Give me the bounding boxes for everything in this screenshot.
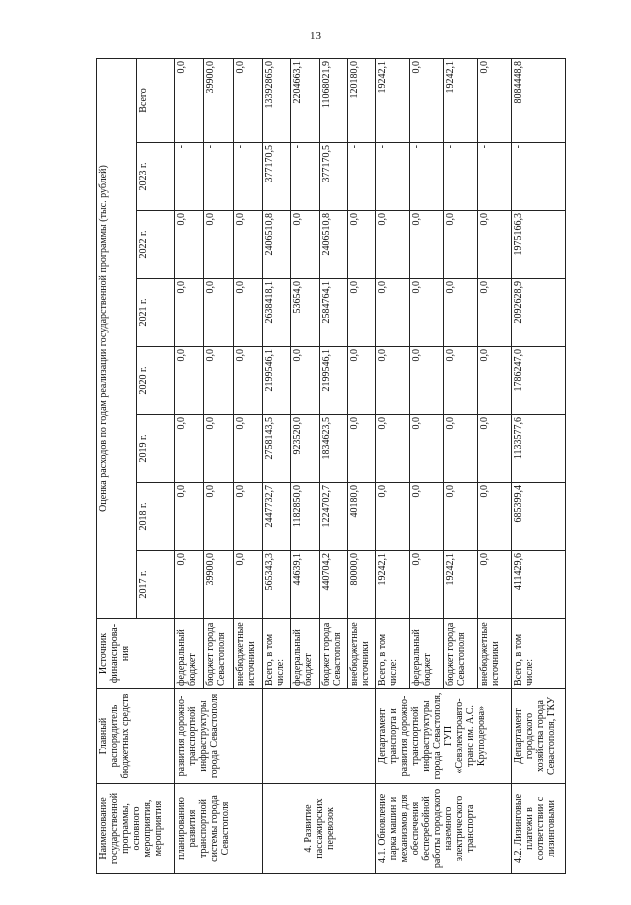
value-cell: 2406510,8 [319,211,347,279]
value-cell: - [175,143,204,211]
value-cell: 2638418,1 [263,279,291,347]
total-cell: 120180,0 [347,59,375,143]
value-cell: 19242,1 [376,551,410,619]
value-cell: 0,0 [291,347,319,415]
value-cell: - [443,143,477,211]
manager-cell: Департамент городского хозяйства города Севастополя, ГКУ [511,689,565,784]
budget-table [96,58,566,874]
header-source: Источник финансирова-ния [97,619,175,689]
source-cell: Всего, в том числе: [511,619,565,689]
value-cell: 0,0 [175,551,204,619]
source-cell: федеральный бюджет [291,619,319,689]
value-cell: 0,0 [204,415,233,483]
source-cell: Всего, в том числе: [376,619,410,689]
header-year: 2018 г. [137,483,175,551]
value-cell: - [204,143,233,211]
header-year: 2017 г. [137,551,175,619]
value-cell: 0,0 [233,347,262,415]
total-cell: 19242,1 [443,59,477,143]
value-cell: 2092628,9 [511,279,565,347]
program-name-cell: 4. Развитие пассажирских перевозок [263,784,376,874]
source-cell: бюджет города Севастополя [319,619,347,689]
value-cell: 0,0 [376,279,410,347]
header-year: 2019 г. [137,415,175,483]
manager-cell: развития дорожно-транспортной инфраструктуры города Севастополя [175,689,263,784]
value-cell: - [233,143,262,211]
value-cell: 0,0 [233,483,262,551]
program-name-cell: 4.2. Лизинговые платежи в соответствии с лизинговыми [511,784,565,874]
value-cell: 53654,0 [291,279,319,347]
value-cell: 0,0 [233,551,262,619]
value-cell: 0,0 [376,483,410,551]
value-cell: 0,0 [204,347,233,415]
value-cell: 0,0 [477,551,511,619]
value-cell: 80000,0 [347,551,375,619]
total-cell: 2204663,1 [291,59,319,143]
value-cell: 0,0 [477,347,511,415]
value-cell: 0,0 [204,483,233,551]
value-cell: 0,0 [410,483,444,551]
value-cell: 0,0 [175,211,204,279]
total-cell: 19242,1 [376,59,410,143]
value-cell: 440704,2 [319,551,347,619]
source-cell: федеральный бюджет [410,619,444,689]
value-cell: 0,0 [291,211,319,279]
header-year: 2023 г. [137,143,175,211]
source-cell: внебюджетные источники [233,619,262,689]
value-cell: 0,0 [347,415,375,483]
value-cell: - [511,143,565,211]
value-cell: 2447732,7 [263,483,291,551]
value-cell: 2406510,8 [263,211,291,279]
program-name-cell: планированию развития транспортной системы города Севастополя [175,784,263,874]
value-cell: 1786247,0 [511,347,565,415]
value-cell: 0,0 [443,347,477,415]
value-cell: 0,0 [410,279,444,347]
value-cell: 0,0 [204,211,233,279]
manager-cell: Департамент транспорта и развития дорожно-транспортной инфраструктуры города Севастополя, ГУП «Севэлектроавто-транс им. А.С. Круподерова» [376,689,512,784]
value-cell: 0,0 [233,279,262,347]
value-cell: 2199546,1 [319,347,347,415]
total-cell: 0,0 [477,59,511,143]
value-cell: - [347,143,375,211]
value-cell: 19242,1 [443,551,477,619]
total-cell: 0,0 [175,59,204,143]
value-cell: 0,0 [204,279,233,347]
source-cell: бюджет города Севастополя [204,619,233,689]
value-cell: 0,0 [233,415,262,483]
value-cell: 0,0 [443,415,477,483]
total-cell: 0,0 [410,59,444,143]
value-cell: 0,0 [347,279,375,347]
value-cell: 0,0 [477,279,511,347]
value-cell: - [376,143,410,211]
value-cell: 0,0 [175,347,204,415]
value-cell: 0,0 [347,347,375,415]
value-cell: - [477,143,511,211]
value-cell: 44639,1 [291,551,319,619]
value-cell: 0,0 [410,415,444,483]
value-cell: 411429,6 [511,551,565,619]
header-program-name: Наименование государственной программы, основного мероприятия, мероприятия [97,784,175,874]
value-cell: 377170,5 [263,143,291,211]
value-cell: - [291,143,319,211]
program-name-cell: 4.1. Обновление парка машин и механизмов для обеспечения бесперебойной работы городского наземного электрического транспорта [376,784,512,874]
value-cell: 0,0 [443,483,477,551]
value-cell: 0,0 [175,483,204,551]
rotated-table-wrapper [96,59,566,874]
value-cell: 0,0 [410,551,444,619]
value-cell: - [410,143,444,211]
total-cell: 13392865,0 [263,59,291,143]
page-number: 13 [310,30,321,42]
source-cell: Всего, в том числе: [263,619,291,689]
header-year: 2020 г. [137,347,175,415]
value-cell: 0,0 [477,415,511,483]
value-cell: 39900,0 [204,551,233,619]
value-cell: 2584764,1 [319,279,347,347]
value-cell: 0,0 [175,415,204,483]
value-cell: 1834623,5 [319,415,347,483]
value-cell: 685399,4 [511,483,565,551]
source-cell: внебюджетные источники [477,619,511,689]
source-cell: федеральный бюджет [175,619,204,689]
manager-cell [263,689,376,784]
value-cell: 0,0 [233,211,262,279]
value-cell: 1975166,3 [511,211,565,279]
value-cell: 0,0 [175,279,204,347]
value-cell: 2199546,1 [263,347,291,415]
value-cell: 1133577,6 [511,415,565,483]
total-cell: 8084448,8 [511,59,565,143]
value-cell: 0,0 [477,483,511,551]
total-cell: 0,0 [233,59,262,143]
value-cell: 0,0 [443,211,477,279]
value-cell: 565343,3 [263,551,291,619]
header-manager: Главный распорядитель бюджетных средств [97,689,175,784]
value-cell: 0,0 [410,347,444,415]
header-year: 2021 г. [137,279,175,347]
value-cell: 0,0 [376,211,410,279]
value-cell: 0,0 [347,211,375,279]
value-cell: 0,0 [376,415,410,483]
value-cell: 0,0 [410,211,444,279]
value-cell: 1224702,7 [319,483,347,551]
value-cell: 377170,5 [319,143,347,211]
value-cell: 0,0 [376,347,410,415]
total-cell: 39900,0 [204,59,233,143]
total-cell: 11068021,9 [319,59,347,143]
value-cell: 40180,0 [347,483,375,551]
header-year: 2022 г. [137,211,175,279]
value-cell: 2758143,5 [263,415,291,483]
value-cell: 923520,0 [291,415,319,483]
value-cell: 0,0 [477,211,511,279]
header-total: Всего [137,59,175,143]
value-cell: 1182850,0 [291,483,319,551]
header-estimate: Оценка расходов по годам реализации государственной программы (тыс. рублей) [97,59,137,619]
source-cell: внебюджетные источники [347,619,375,689]
source-cell: бюджет города Севастополя [443,619,477,689]
value-cell: 0,0 [443,279,477,347]
